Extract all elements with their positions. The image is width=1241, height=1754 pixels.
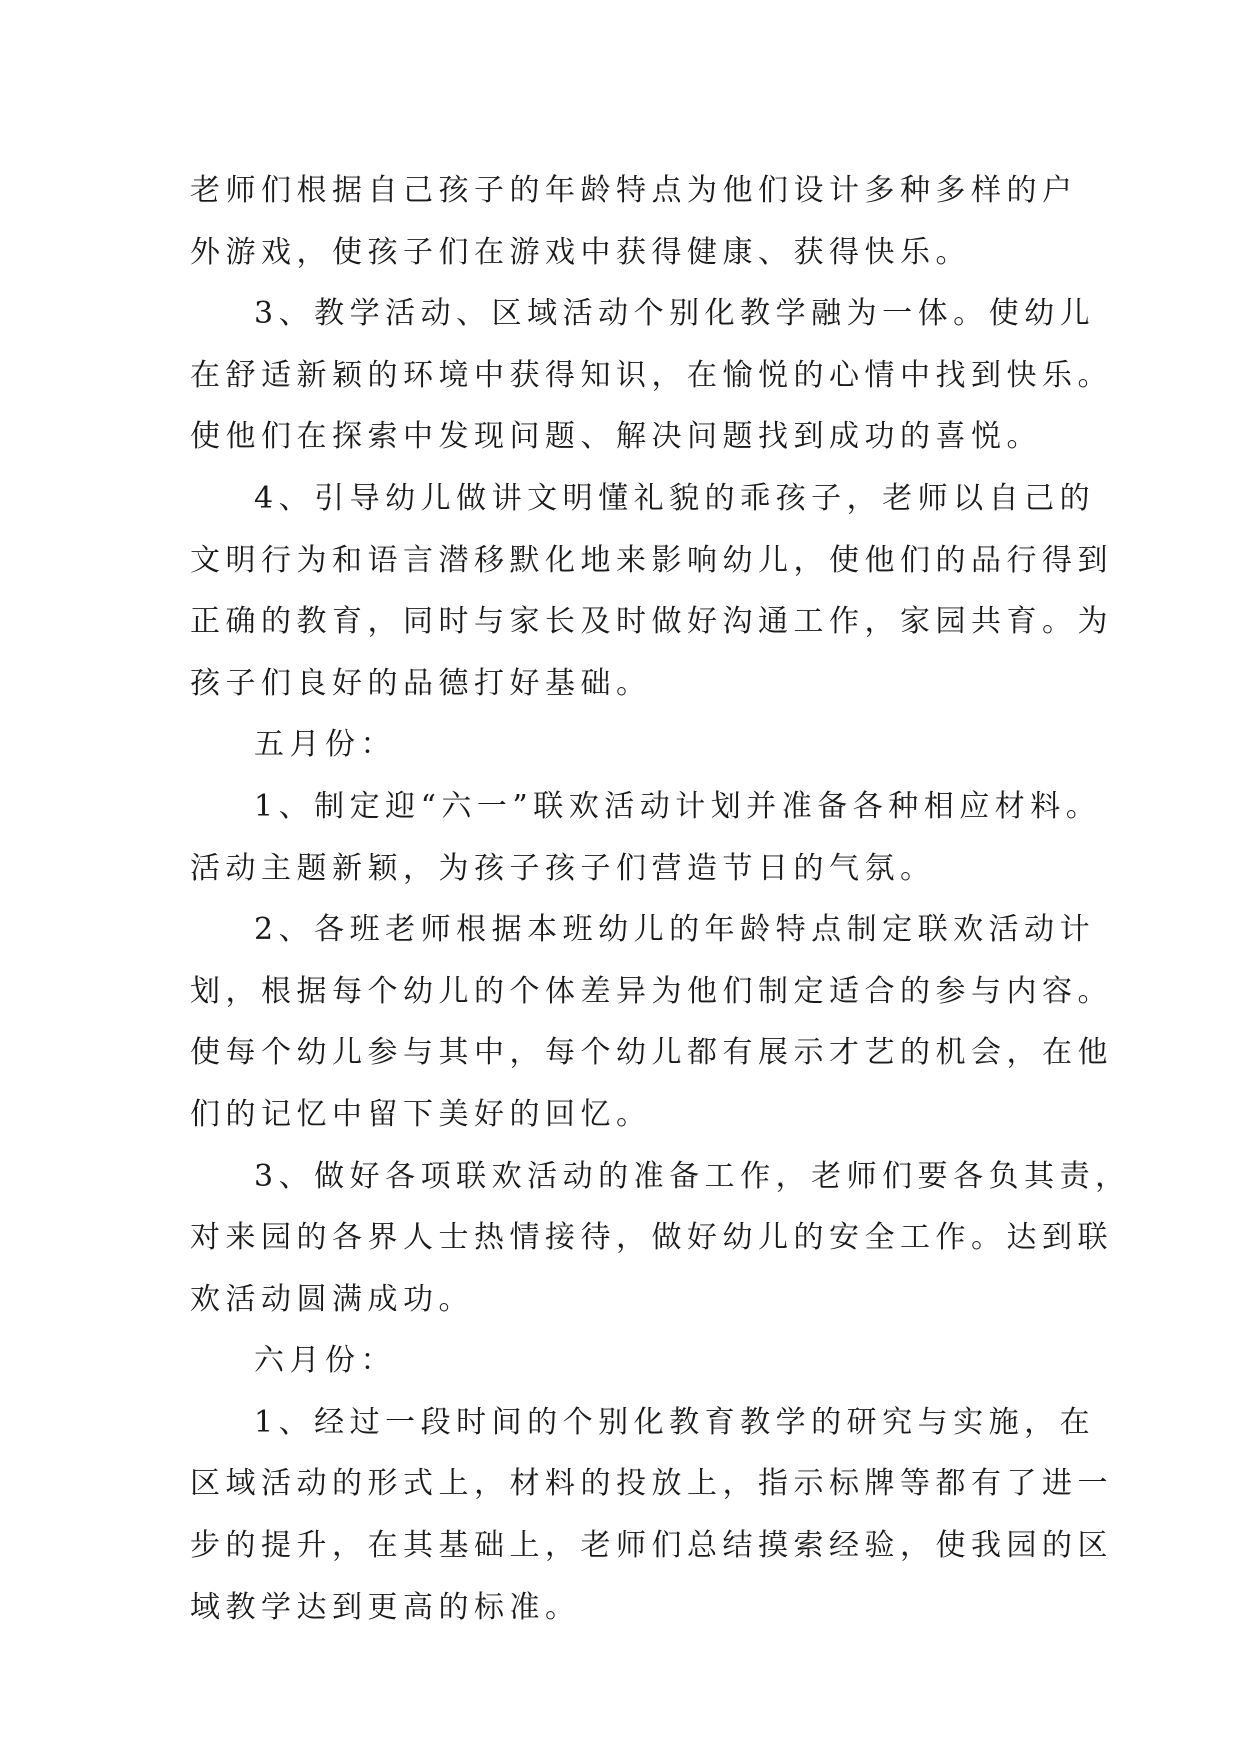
- text-line: 孩子们良好的品德打好基础。: [190, 665, 652, 701]
- text-line: 们的记忆中留下美好的回忆。: [190, 1096, 652, 1132]
- text-line: 划，根据每个幼儿的个体差异为他们制定适合的参与内容。: [190, 973, 1113, 1009]
- text-line: 3、做好各项联欢活动的准备工作，老师们要各负其责，: [254, 1158, 1131, 1194]
- text-line: 步的提升，在其基础上，老师们总结摸索经验，使我园的区: [190, 1528, 1113, 1564]
- text-line: 在舒适新颖的环境中获得知识，在愉悦的心情中找到快乐。: [190, 357, 1113, 393]
- text-line: 活动主题新颖，为孩子孩子们营造节日的气氛。: [190, 850, 936, 886]
- text-line: 1、制定迎“六一”联欢活动计划并准备各种相应材料。: [254, 788, 1102, 824]
- text-line: 4、引导幼儿做讲文明懂礼貌的乖孩子，老师以自己的: [254, 480, 1096, 516]
- text-line: 老师们根据自己孩子的年龄特点为他们设计多种多样的户: [190, 173, 1078, 208]
- text-line: 使他们在探索中发现问题、解决问题找到成功的喜悦。: [190, 419, 1042, 455]
- section-heading: 六月份：: [254, 1343, 396, 1379]
- text-line: 2、各班老师根据本班幼儿的年龄特点制定联欢活动计: [254, 912, 1096, 948]
- text-line: 1、经过一段时间的个别化教育教学的研究与实施，在: [254, 1404, 1096, 1440]
- text-line: 欢活动圆满成功。: [190, 1281, 474, 1317]
- section-heading: 五月份：: [254, 727, 396, 763]
- text-line: 区域活动的形式上，材料的投放上，指示标牌等都有了进一: [190, 1466, 1113, 1502]
- text-line: 文明行为和语言潜移默化地来影响幼儿，使他们的品行得到: [190, 542, 1113, 578]
- text-line: 对来园的各界人士热情接待，做好幼儿的安全工作。达到联: [190, 1220, 1113, 1256]
- text-line: 正确的教育，同时与家长及时做好沟通工作，家园共育。为: [190, 604, 1113, 640]
- text-line: 域教学达到更高的标准。: [190, 1589, 581, 1625]
- text-line: 3、教学活动、区域活动个别化教学融为一体。使幼儿: [254, 296, 1096, 332]
- document-body: [190, 160, 1131, 1638]
- text-line: 使每个幼儿参与其中，每个幼儿都有展示才艺的机会，在他: [190, 1035, 1113, 1071]
- text-line: 外游戏，使孩子们在游戏中获得健康、获得快乐。: [190, 234, 971, 270]
